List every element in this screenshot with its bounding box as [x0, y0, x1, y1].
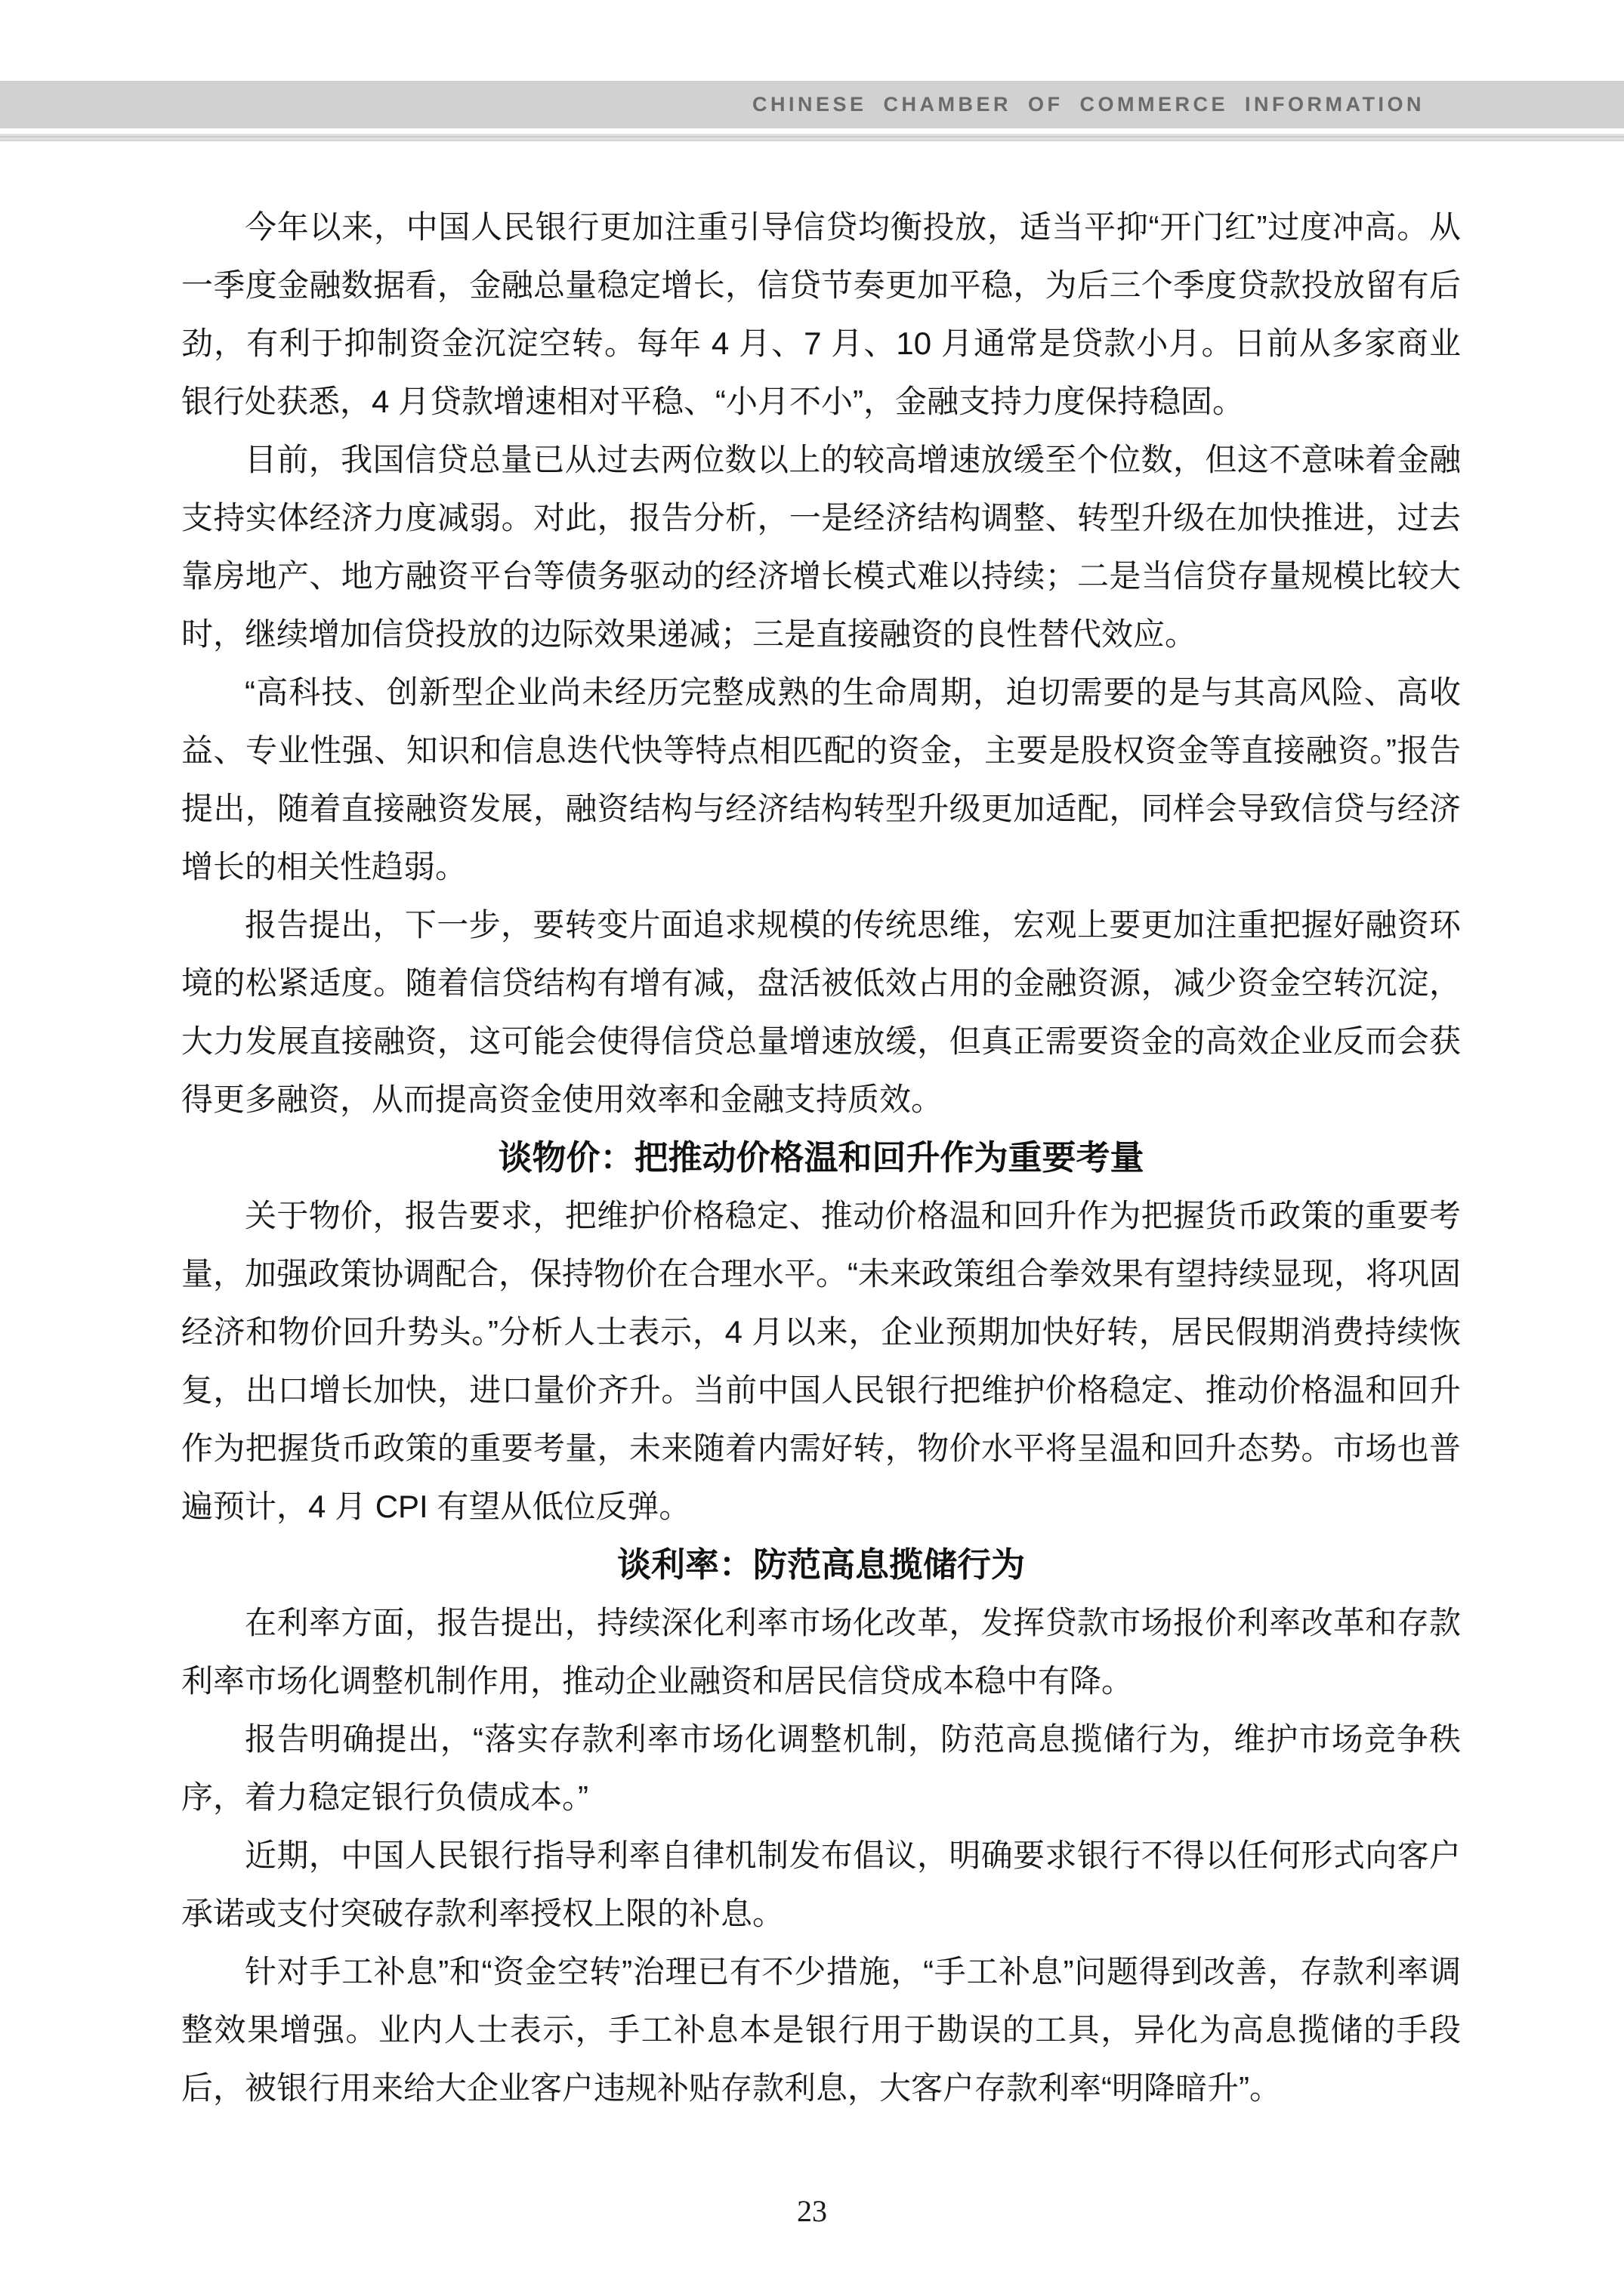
article-paragraph: “高科技、创新型企业尚未经历完整成熟的生命周期，迫切需要的是与其高风险、高收益、专业性强、知识和信息迭代快等特点相匹配的资金，主要是股权资金等直接融资。”报告提出，随着直接融资发展，融资结构与经济结构转型升级更加适配，同样会导致信贷与经济增长的相关性趋弱。	[181, 674, 1461, 884]
article-paragraph: 近期，中国人民银行指导利率自律机制发布倡议，明确要求银行不得以任何形式向客户承诺或支付突破存款利率授权上限的补息。	[181, 1838, 1461, 1931]
article-body	[181, 198, 1461, 2117]
article-paragraph: 关于物价，报告要求，把维护价格稳定、推动价格温和回升作为把握货币政策的重要考量，加强政策协调配合，保持物价在合理水平。“未来政策组合拳效果有望持续显现，将巩固经济和物价回升势头。”分析人士表示，4 月以来，企业预期加快好转，居民假期消费持续恢复，出口增长加快，进口量价齐升。当前中国人民银行把维护价格稳定、推动价格温和回升作为把握货币政策的重要考量，未来随着内需好转，物价水平将呈温和回升态势。市场也普遍预计，4 月 CPI 有望从低位反弹。	[181, 1198, 1461, 1524]
header-banner-title: CHINESE CHAMBER OF COMMERCE INFORMATION	[752, 93, 1425, 116]
section-heading-prices: 谈物价：把推动价格温和回升作为重要考量	[498, 1138, 1144, 1177]
article-paragraph: 在利率方面，报告提出，持续深化利率市场化改革，发挥贷款市场报价利率改革和存款利率市场化调整机制作用，推动企业融资和居民信贷成本稳中有降。	[181, 1605, 1461, 1699]
article-paragraph: 报告提出，下一步，要转变片面追求规模的传统思维，宏观上要更加注重把握好融资环境的松紧适度。随着信贷结构有增有减，盘活被低效占用的金融资源，减少资金空转沉淀，大力发展直接融资，这可能会使得信贷总量增速放缓，但真正需要资金的高效企业反而会获得更多融资，从而提高资金使用效率和金融支持质效。	[181, 907, 1461, 1117]
article-paragraph: 针对手工补息”和“资金空转”治理已有不少措施，“手工补息”问题得到改善，存款利率调整效果增强。业内人士表示，手工补息本是银行用于勘误的工具，异化为高息揽储的手段后，被银行用来给大企业客户违规补贴存款利息，大客户存款利率“明降暗升”。	[181, 1954, 1461, 2106]
header-banner	[0, 81, 1624, 128]
article-paragraph: 今年以来，中国人民银行更加注重引导信贷均衡投放，适当平抑“开门红”过度冲高。从一季度金融数据看，金融总量稳定增长，信贷节奏更加平稳，为后三个季度贷款投放留有后劲，有利于抑制资金沉淀空转。每年 4 月、7 月、10 月通常是贷款小月。日前从多家商业银行处获悉，4 月贷款增速相对平稳、“小月不小”，金融支持力度保持稳固。	[181, 209, 1461, 419]
section-heading-interest-rates: 谈利率：防范高息揽储行为	[616, 1545, 1025, 1584]
article-paragraph: 报告明确提出，“落实存款利率市场化调整机制，防范高息揽储行为，维护市场竞争秩序，着力稳定银行负债成本。”	[181, 1721, 1461, 1815]
article-paragraph: 目前，我国信贷总量已从过去两位数以上的较高增速放缓至个位数，但这不意味着金融支持实体经济力度减弱。对此，报告分析，一是经济结构调整、转型升级在加快推进，过去靠房地产、地方融资平台等债务驱动的经济增长模式难以持续；二是当信贷存量规模比较大时，继续增加信贷投放的边际效果递减；三是直接融资的良性替代效应。	[181, 442, 1461, 652]
header-divider-strip	[0, 133, 1624, 142]
page-number: 23	[797, 2194, 827, 2228]
